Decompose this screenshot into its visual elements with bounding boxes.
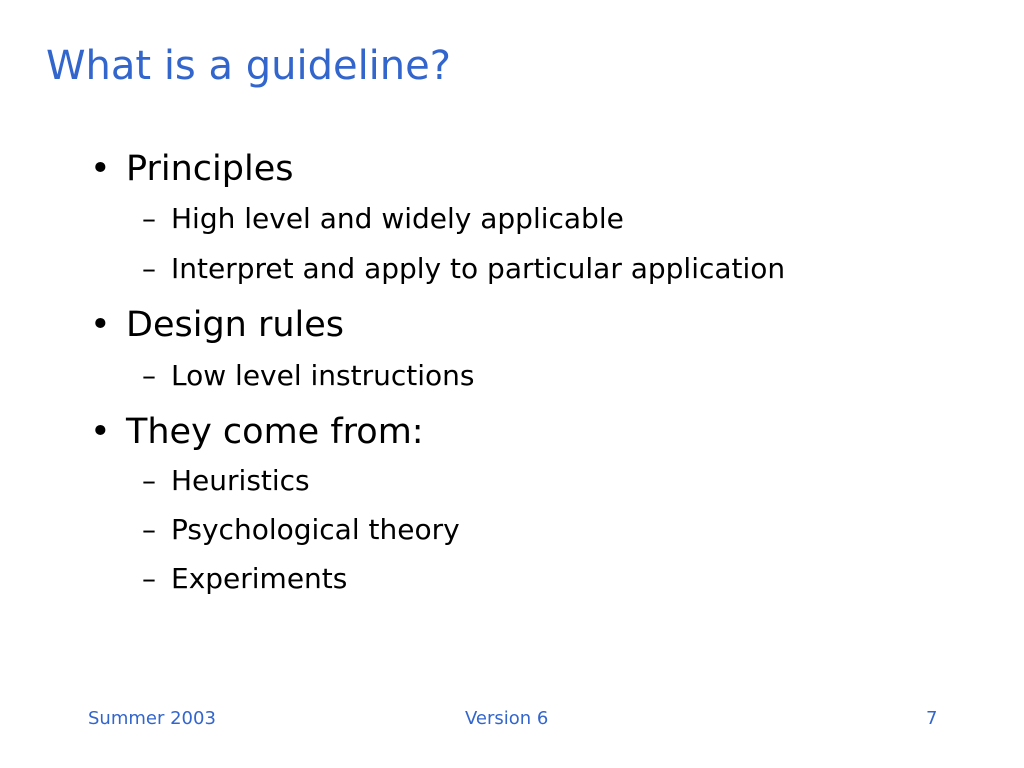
sub-text: High level and widely applicable <box>171 202 624 235</box>
sub-marker: – <box>142 562 156 595</box>
sub-item <box>142 560 347 598</box>
sub-marker: – <box>142 513 156 546</box>
bullet-text: Principles <box>126 149 294 189</box>
footer-date: Summer 2003 <box>88 708 216 729</box>
sub-item <box>142 200 624 238</box>
footer-page-number: 7 <box>926 708 938 729</box>
sub-item <box>142 357 475 395</box>
sub-marker: – <box>142 252 156 285</box>
sub-text: Experiments <box>171 562 348 595</box>
sub-marker: – <box>142 359 156 392</box>
sub-text: Heuristics <box>171 464 310 497</box>
bullet-item <box>90 409 424 455</box>
sub-item <box>142 250 785 288</box>
sub-text: Low level instructions <box>171 359 475 392</box>
sub-item <box>142 511 460 549</box>
sub-text: Psychological theory <box>171 513 460 546</box>
sub-marker: – <box>142 202 156 235</box>
sub-marker: – <box>142 464 156 497</box>
sub-text: Interpret and apply to particular application <box>171 252 786 285</box>
slide-title: What is a guideline? <box>46 43 451 89</box>
bullet-item <box>90 146 293 192</box>
bullet-marker: • <box>90 412 111 452</box>
bullet-text: Design rules <box>126 305 345 345</box>
footer-version: Version 6 <box>465 708 549 729</box>
bullet-item <box>90 302 344 348</box>
bullet-marker: • <box>90 149 111 189</box>
bullet-marker: • <box>90 305 111 345</box>
bullet-text: They come from: <box>126 412 424 452</box>
sub-item <box>142 462 310 500</box>
